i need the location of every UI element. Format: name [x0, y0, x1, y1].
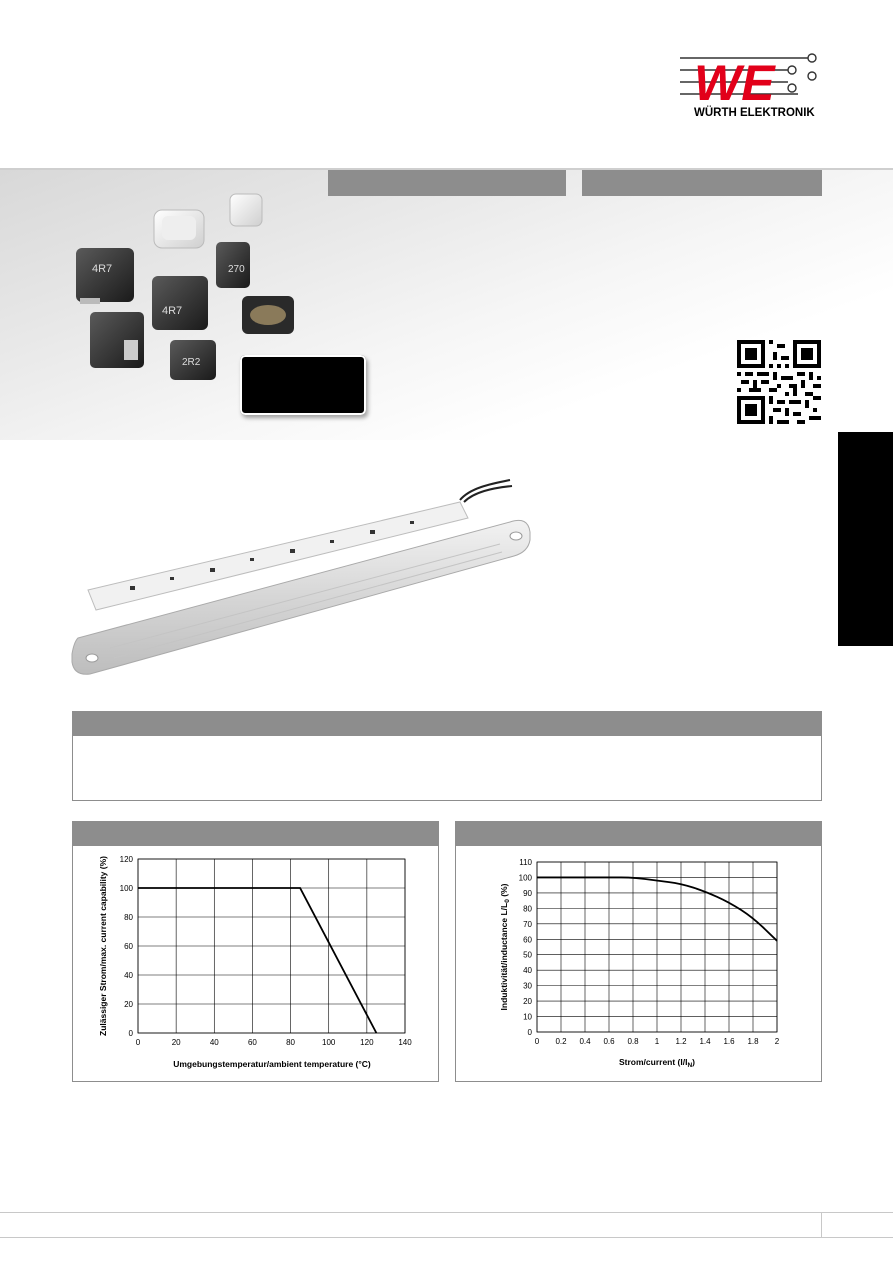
derating-series-line: [138, 888, 376, 1033]
side-register-tab: [838, 432, 893, 646]
y-tick-label: 60: [124, 942, 133, 951]
x-tick-label: 20: [171, 1038, 181, 1047]
x-axis-label: Umgebungstemperatur/ambient temperature (°C): [173, 1059, 371, 1069]
x-tick-labels: [136, 1038, 412, 1047]
svg-text:4R7: 4R7: [92, 263, 113, 275]
x-tick-label: 80: [286, 1038, 296, 1047]
derating-chart-header: [72, 821, 439, 845]
x-tick-label: 100: [322, 1038, 336, 1047]
x-tick-label: 1: [654, 1037, 660, 1046]
product-series-label: [240, 355, 366, 415]
x-tick-label: 0.2: [555, 1037, 567, 1046]
x-tick-label: 140: [398, 1038, 412, 1047]
y-tick-label: 20: [523, 997, 532, 1007]
inductor-2r2: [170, 340, 216, 380]
header-tab-left: [328, 170, 566, 196]
y-tick-label: 0: [128, 1029, 133, 1038]
white-inductor-1: [154, 210, 204, 248]
y-axis-label: Zulässiger Strom/max. current capability (%): [98, 856, 108, 1036]
y-tick-label: 50: [523, 950, 532, 960]
y-tick-label: 0: [527, 1028, 532, 1037]
x-tick-label: 2: [774, 1037, 780, 1046]
y-tick-label: 60: [523, 935, 532, 945]
x-tick-label: 0.8: [627, 1037, 639, 1046]
description-section-header: [72, 711, 822, 735]
y-tick-label: 100: [119, 884, 133, 893]
y-tick-label: 100: [518, 873, 532, 883]
y-tick-label: 80: [124, 913, 133, 922]
x-tick-label: 1.8: [747, 1037, 759, 1046]
y-tick-label: 30: [523, 981, 532, 991]
x-axis-label: Strom/current $(I/I_N)$: [618, 1057, 696, 1069]
y-tick-label: 70: [523, 919, 532, 929]
x-tick-label: 0.6: [603, 1037, 615, 1046]
x-tick-labels: [535, 1037, 780, 1046]
x-tick-label: 0.4: [579, 1037, 591, 1046]
x-tick-label: 40: [209, 1038, 219, 1047]
footer-bottom-rule: [0, 1237, 893, 1238]
logo-we-mark: WE: [694, 55, 775, 111]
white-inductor-2: [230, 194, 262, 226]
description-section-body: [72, 735, 822, 801]
x-tick-label: 120: [360, 1038, 374, 1047]
svg-text:2R2: 2R2: [182, 357, 201, 368]
y-axis-label: Induktivität/inductance $L/L_0$ (%): [499, 883, 511, 1011]
wurth-elektronik-logo: [678, 46, 824, 122]
y-tick-label: 20: [124, 1000, 133, 1009]
chart-grid: [138, 859, 405, 1033]
footer-top-rule: [0, 1212, 893, 1213]
footer-page-divider: [821, 1212, 822, 1237]
inductor-4r7-left: [76, 248, 134, 304]
inductor-square-left: [90, 312, 144, 368]
y-tick-label: 10: [523, 1012, 532, 1022]
inductance-vs-current-chart: [455, 845, 822, 1082]
inductor-270: [216, 242, 250, 288]
y-tick-labels: [519, 858, 533, 1037]
y-tick-label: 40: [523, 966, 532, 976]
y-tick-label: 110: [519, 858, 532, 867]
inductance-chart-header: [455, 821, 822, 845]
led-cable-icon: [460, 480, 512, 502]
chart-grid: [537, 862, 777, 1032]
x-tick-label: 1.6: [723, 1037, 735, 1046]
logo-wordmark: WÜRTH ELEKTRONIK: [694, 107, 815, 119]
current-derating-chart: [72, 845, 439, 1082]
inductor-open-winding: [242, 296, 294, 334]
y-tick-label: 120: [119, 855, 133, 864]
x-tick-label: 0: [534, 1037, 540, 1046]
y-tick-labels: [120, 855, 134, 1038]
x-tick-label: 1.2: [675, 1037, 687, 1046]
y-tick-label: 40: [124, 971, 133, 980]
qr-code[interactable]: [737, 340, 821, 424]
header-tab-right: [582, 170, 822, 196]
y-tick-label: 90: [523, 888, 532, 898]
x-tick-label: 1.4: [699, 1037, 711, 1046]
svg-text:4R7: 4R7: [162, 305, 183, 317]
inductor-4r7-center: [152, 276, 208, 330]
svg-text:270: 270: [228, 264, 245, 275]
x-tick-label: 60: [247, 1038, 257, 1047]
y-tick-label: 80: [523, 904, 532, 914]
led-strip-application-photo: [70, 478, 540, 678]
x-tick-label: 0: [135, 1038, 141, 1047]
